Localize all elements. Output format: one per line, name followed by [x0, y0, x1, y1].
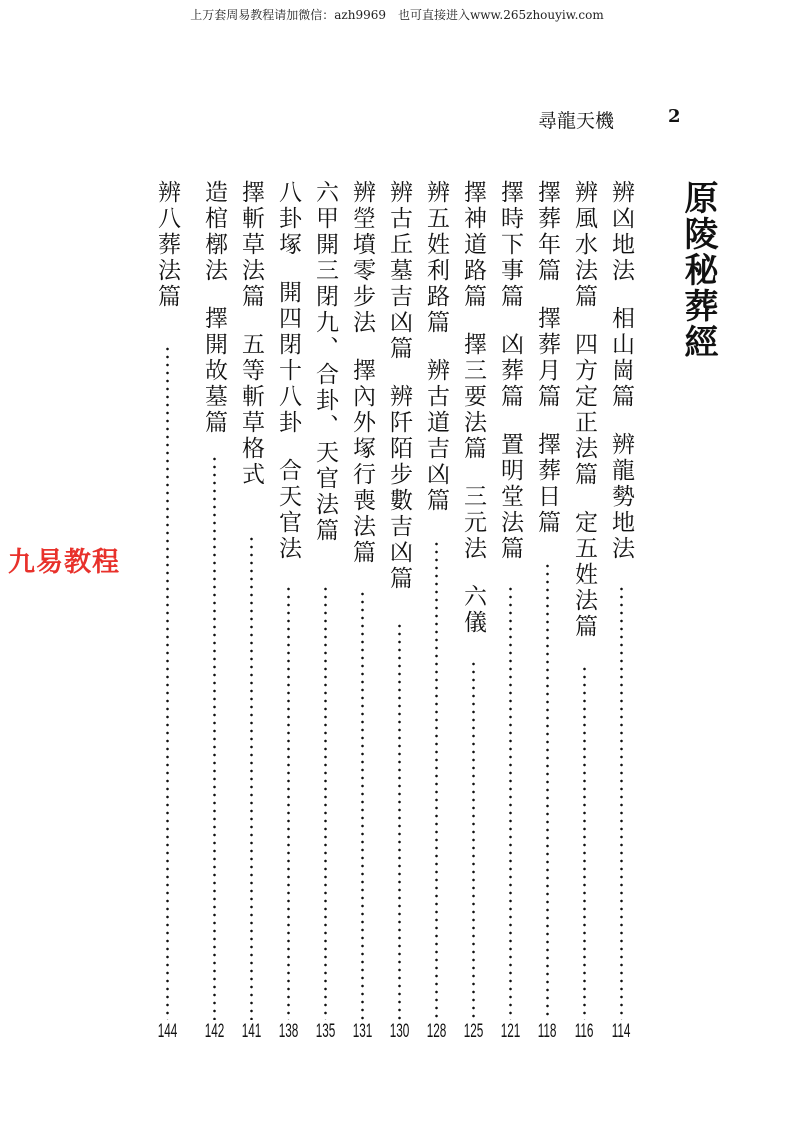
toc-entry-text: 擇葬年篇 — [534, 180, 560, 284]
toc-entry-text: 定五姓法篇 — [571, 510, 597, 640]
toc-entry — [310, 180, 340, 1020]
toc-entry-text: 辨凶地法 — [608, 180, 634, 284]
toc-entry-text: 三元法 — [460, 484, 486, 562]
watermark-text: 九易教程 — [8, 547, 120, 578]
toc-entry — [458, 180, 488, 1020]
top-banner: 上万套周易教程请加微信：azh9969 也可直接进入www.265zhouyiw.com — [190, 8, 604, 22]
toc-entry-text: 擇三要法篇 — [460, 332, 486, 462]
toc-entry — [569, 180, 599, 1020]
leader-dots — [287, 585, 290, 1020]
toc-entry-text: 辨八葬法篇 — [154, 180, 180, 310]
toc-entry-text: 八卦塚 — [275, 180, 301, 258]
toc-page-number: 138 — [278, 1021, 299, 1042]
toc-entry-text: 辨古道吉凶篇 — [423, 358, 449, 514]
toc-page-number: 114 — [611, 1021, 631, 1042]
toc-entry-text: 置明堂法篇 — [497, 432, 523, 562]
leader-dots — [546, 562, 549, 1020]
toc-entry-text: 開四閉十八卦 — [275, 280, 301, 436]
toc-page-number: 128 — [426, 1021, 447, 1042]
toc-entry — [347, 180, 377, 1020]
toc-entry-text: 擇葬日篇 — [534, 432, 560, 536]
leader-dots — [620, 585, 623, 1020]
toc-entry-text: 合天官法 — [275, 458, 301, 562]
leader-dots — [435, 540, 438, 1020]
toc-page-number: 142 — [204, 1021, 225, 1042]
toc-entry — [606, 180, 636, 1020]
leader-dots — [583, 665, 586, 1020]
toc-entry-text: 四方定正法篇 — [571, 332, 597, 488]
toc-entry-text: 擇內外塚行喪法篇 — [349, 358, 375, 566]
toc-entry-text: 六甲開三閉九、合卦、天官法篇 — [312, 180, 338, 544]
toc-entry-text: 辨古丘墓吉凶篇 — [386, 180, 412, 362]
toc-entry-text: 相山崗篇 — [608, 306, 634, 410]
toc-page-number: 144 — [157, 1021, 178, 1042]
toc-entry-text: 辨五姓利路篇 — [423, 180, 449, 336]
toc-entry-text: 擇斬草法篇 — [238, 180, 264, 310]
leader-dots — [398, 622, 401, 1020]
page-number: 2 — [668, 106, 681, 127]
toc-entry-text: 擇神道路篇 — [460, 180, 486, 310]
toc-entry — [199, 180, 229, 1020]
toc-entry — [421, 180, 451, 1020]
toc-entry — [236, 180, 266, 1020]
toc-entry-text: 辨龍勢地法 — [608, 432, 634, 562]
running-title: 尋龍天機 — [538, 110, 615, 132]
leader-dots — [250, 535, 253, 1020]
toc-page-number: 116 — [574, 1021, 594, 1042]
toc-title: 原陵秘葬經 — [678, 180, 718, 360]
leader-dots — [472, 660, 475, 1020]
toc-entry — [152, 180, 182, 1020]
toc-page-number: 121 — [500, 1021, 521, 1042]
toc-entry-text: 擇葬月篇 — [534, 306, 560, 410]
toc-page-number: 130 — [389, 1021, 410, 1042]
toc-entry — [273, 180, 303, 1020]
leader-dots — [361, 590, 364, 1020]
leader-dots — [166, 345, 169, 1020]
leader-dots — [324, 585, 327, 1020]
toc-entry-text: 擇時下事篇 — [497, 180, 523, 310]
toc-page-number: 135 — [315, 1021, 336, 1042]
toc-entry-text: 辨塋墳零步法 — [349, 180, 375, 336]
leader-dots — [509, 585, 512, 1020]
toc-entry-text: 凶葬篇 — [497, 332, 523, 410]
toc-entry — [532, 180, 562, 1020]
toc-page-number: 131 — [352, 1021, 373, 1042]
toc-page-number: 141 — [241, 1021, 262, 1042]
toc-entry-text: 辨阡陌步數吉凶篇 — [386, 384, 412, 592]
toc-page-number: 118 — [537, 1021, 557, 1042]
toc-entry-text: 造棺槨法 — [201, 180, 227, 284]
toc-entry — [384, 180, 414, 1020]
toc-entry-text: 擇開故墓篇 — [201, 306, 227, 436]
toc-entry — [495, 180, 525, 1020]
toc-entry-text: 六儀 — [460, 584, 486, 636]
toc-page-number: 125 — [463, 1021, 484, 1042]
leader-dots — [213, 455, 216, 1020]
toc-entry-text: 五等斬草格式 — [238, 332, 264, 488]
toc-entry-text: 辨風水法篇 — [571, 180, 597, 310]
